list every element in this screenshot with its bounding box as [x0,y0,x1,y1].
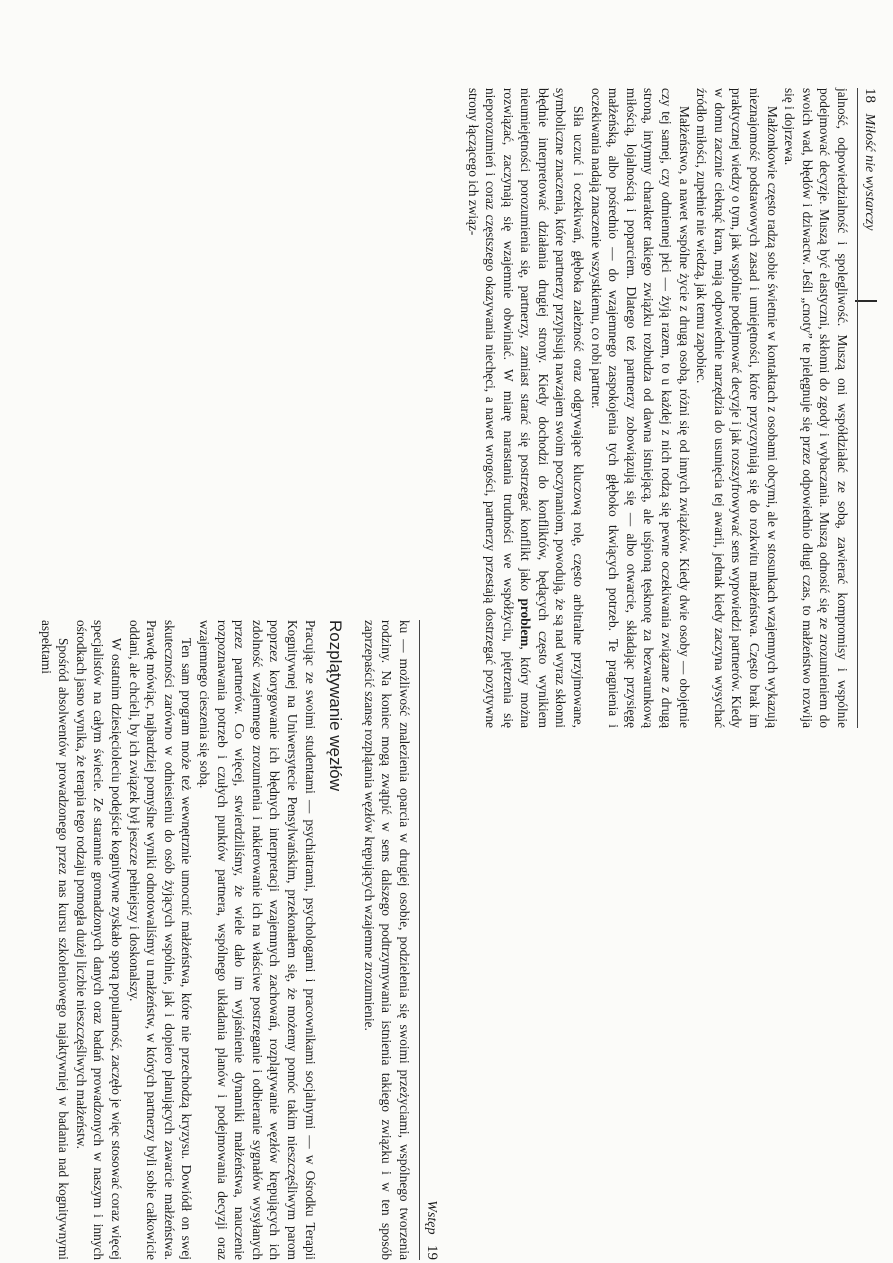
paragraph: Małżonkowie często radzą sobie świetnie w kontaktach z osobami obcymi, ale w stosunkach wzajemnych wykazują nieznajomość podstawowych zasad i umiejętności, które przyczyniają się do rozkwitu małżeństwa. Często brak im praktycznej wiedzy o tym, jak wspólnie podejmować decyzje i jak rozszyfrowywać sens wypowiedzi partnerów. Kiedy w domu zacznie cieknąć kran, mają odpowiednie narzędzia do usunięcia tej awarii, jednak kiedy zaczyna wysychać źródło miłości, zupełnie nie wiedzą, jak temu zapobiec. [694,88,780,728]
left-running-head [857,88,878,728]
paragraph: jalność, odpowiedzialność i spolegliwość. Muszą oni współdziałać ze sobą, zawierać kompromisy i wspólnie podejmować decyzje. Muszą być elastyczni, skłonni do zgody i wybaczania. Muszą odnosić się ze zrozumieniem do swoich wad, błędów i dziwactw. Jeśli „cnoty” te pielęgnuje się przez odpowiednio długi czas, to małżeństwo rozwija się i dojrzewa. [782,88,850,728]
bold-keyword: problem [518,598,534,647]
section-heading: Rozplątywanie węzłów [326,620,346,792]
paragraph: Ten sam program może też wewnętrznie umocnić małżeństwa, które nie przechodzą kryzysu. Dowiódł on swej skuteczności zarówno w odniesieniu do osób żyjących wspólnie, jak i dopiero planujących zawarcie małżeństwa. Prawdę mówiąc, najbardziej pomyślne wyniki odnotowaliśmy u małżeństw, w których partnerzy byli sobie całkowicie oddani, ale chcieli, by ich związek był jeszcze pełniejszy i doskonalszy. [126,620,195,1260]
left-running-title: Miłość nie wystarczy [862,113,877,231]
paragraph: ku — możliwość znalezienia oparcia w drugiej osobie, podzielenia się swoimi przeżyciami, wspólnego tworzenia rodziny. Na koniec mogą zwątpić w sens dalszego podtrzymywania istnienia takiego związku i w ten sposób zaprzepaścić szansę rozplątania węzłów krępujących wzajemne zrozumienie. [361,620,412,1260]
paragraph-with-bold: Siła uczuć i oczekiwań, głęboka zależność oraz odgrywające kluczową rolę, często arbitralne przyjmowane, symboliczne znaczenia, które partnerzy przypisują nawzajem swoim poczynaniom, powodują, że są nad wyraz skłonni błędnie interpretować działania drugiej strony. Kiedy dochodzi do konfliktów, będących często wynikiem nieumiejętności porozumienia się, partnerzy, zamiast starać się postrzegać konflikt jako problem, który można rozwiązać, zaczynają się wzajemnie obwiniać. W miarę narastania trudności we współżyciu, piętrzenia się nieporozumień i coraz częstszego okazywania niechęci, a nawet wrogości, partnerzy przestają dostrzegać pozytywne strony łączącego ich związ- [465,88,587,728]
right-page-number: 19 [424,1245,440,1260]
right-page [30,620,440,1260]
right-body-text [37,620,413,1260]
paragraph: Małżeństwo, a nawet wspólne życie z drugą osobą, różni się od innych związków. Kiedy dwie osoby — obojętnie czy tej samej, czy odmiennej płci — żyją razem, to u każdej z nich rodzą się pewne oczekiwania związane z drugą stroną, intymny charakter takiego związku rozbudza od dawna istniejącą, ale uśpioną tęsknotę za bezwarunkową miłością, lojalnością i poparciem. Dlatego też partnerzy zobowiązują się — albo otwarcie, składając przysięgę małżeńską, albo pośrednio — do wzajemnego zaspokojenia tych głęboko tkwiących potrzeb. Te pragnienia i oczekiwania nadają znaczenie wszystkiemu, co robi partner. [588,88,692,728]
paragraph: Pracując ze swoimi studentami — psychiatrami, psychologami i pracownikami socjalnymi — w Ośrodku Terapii Kognitywnej na Uniwersytecie Pensylwańskim, przekonałem się, że możemy pomóc takim nieszczęśliwym parom poprzez korygowanie ich błędnych interpretacji wzajemnych zachowań, rozplątywanie węzłów krępujących ich zdolność wzajemnego zrozumienia i nakierowanie ich na właściwe postrzeganie i odbieranie sygnałów wysyłanych przez partnerów. Co więcej, stwierdziliśmy, że wiele dało im wyjaśnienie dynamiki małżeństwa, nauczenie rozpoznawania potrzeb i czułych punktów partnera, wspólnego układania planów i podejmowania decyzji oraz wzajemnego cieszenia się sobą. [197,620,318,1260]
right-running-head [419,620,440,1260]
left-page [465,88,878,728]
right-running-title: Wstęp [424,1200,439,1235]
paragraph: Spośród absolwentów prowadzonego przez nas kursu szkoleniowego najaktywniej w badania nad kognitywnymi aspektami [38,620,72,1260]
left-page-number: 18 [862,88,878,103]
left-body-text [464,88,851,728]
paragraph: W ostatnim dziesięcioleciu podejście kognitywne zyskało sporą popularność, zaczęło je więc stosować coraz więcej specjalistów na całym świecie. Ze starannie gromadzonych danych oraz badań prowadzonych w naszym i innych ośrodkach jasno wynika, że terapia tego rodzaju pomogła dużej liczbie nieszczęśliwych małżeństw. [73,620,125,1260]
